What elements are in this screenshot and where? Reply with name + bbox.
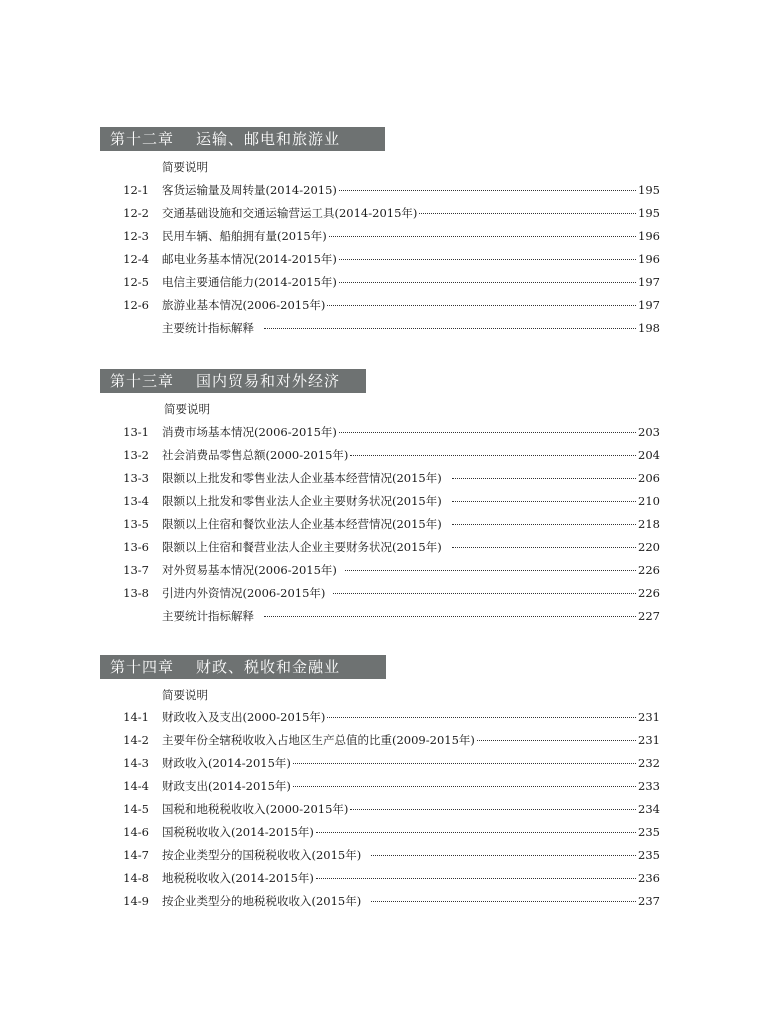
toc-entry[interactable] bbox=[0, 539, 760, 555]
toc-entry[interactable] bbox=[0, 709, 760, 725]
entry-page: 210 bbox=[638, 494, 660, 508]
entry-page: 227 bbox=[638, 609, 660, 623]
entry-title: 地税税收收入(2014-2015年) bbox=[162, 871, 314, 885]
entry-title: 国税税收收入(2014-2015年) bbox=[162, 825, 314, 839]
entry-page: 204 bbox=[638, 448, 660, 462]
toc-entry[interactable] bbox=[0, 562, 760, 578]
dot-leader bbox=[452, 547, 636, 548]
entry-page: 231 bbox=[638, 710, 660, 724]
entry-page: 198 bbox=[638, 321, 660, 335]
chapter-intro-link[interactable]: 简要说明 bbox=[162, 160, 208, 174]
toc-entry[interactable] bbox=[0, 470, 760, 486]
entry-code: 12-3 bbox=[123, 229, 149, 243]
dot-leader bbox=[371, 855, 636, 856]
entry-title: 按企业类型分的地税税收收入(2015年) bbox=[162, 894, 362, 908]
entry-page: 195 bbox=[638, 183, 660, 197]
entry-title: 社会消费品零售总额(2000-2015年) bbox=[162, 448, 349, 462]
dot-leader bbox=[371, 901, 636, 902]
entry-title: 财政支出(2014-2015年) bbox=[162, 779, 291, 793]
entry-code: 14-2 bbox=[123, 733, 149, 747]
entry-page: 206 bbox=[638, 471, 660, 485]
entry-code: 14-9 bbox=[123, 894, 149, 908]
toc-entry[interactable] bbox=[0, 205, 760, 221]
dot-leader bbox=[419, 213, 636, 214]
dot-leader bbox=[452, 501, 636, 502]
toc-entry[interactable] bbox=[0, 824, 760, 840]
entry-page: 237 bbox=[638, 894, 660, 908]
entry-code: 12-1 bbox=[123, 183, 149, 197]
toc-entry[interactable] bbox=[0, 893, 760, 909]
entry-code: 13-7 bbox=[123, 563, 149, 577]
dot-leader bbox=[329, 236, 636, 237]
toc-entry[interactable] bbox=[0, 297, 760, 313]
toc-entry[interactable] bbox=[0, 274, 760, 290]
toc-entry[interactable] bbox=[0, 251, 760, 267]
dot-leader bbox=[452, 478, 636, 479]
entry-page: 218 bbox=[638, 517, 660, 531]
chapter-title: 财政、税收和金融业 bbox=[196, 658, 341, 676]
entry-title: 交通基础设施和交通运输营运工具(2014-2015年) bbox=[162, 206, 418, 220]
entry-code: 13-4 bbox=[123, 494, 149, 508]
toc-entry[interactable] bbox=[0, 228, 760, 244]
dot-leader bbox=[327, 717, 636, 718]
entry-title: 限额以上批发和零售业法人企业主要财务状况(2015年) bbox=[162, 494, 442, 508]
entry-title: 限额以上住宿和餐饮业法人企业基本经营情况(2015年) bbox=[162, 517, 442, 531]
toc-entry[interactable] bbox=[0, 182, 760, 198]
toc-entry[interactable] bbox=[0, 755, 760, 771]
entry-page: 203 bbox=[638, 425, 660, 439]
entry-title: 客货运输量及周转量(2014-2015) bbox=[162, 183, 337, 197]
dot-leader bbox=[316, 878, 636, 879]
entry-page: 232 bbox=[638, 756, 660, 770]
entry-code: 12-2 bbox=[123, 206, 149, 220]
entry-code: 14-8 bbox=[123, 871, 149, 885]
toc-entry[interactable] bbox=[0, 732, 760, 748]
dot-leader bbox=[327, 305, 636, 306]
entry-page: 226 bbox=[638, 563, 660, 577]
dot-leader bbox=[452, 524, 636, 525]
entry-title: 消费市场基本情况(2006-2015年) bbox=[162, 425, 337, 439]
entry-page: 233 bbox=[638, 779, 660, 793]
entry-code: 13-5 bbox=[123, 517, 149, 531]
dot-leader bbox=[345, 570, 636, 571]
entry-title: 对外贸易基本情况(2006-2015年) bbox=[162, 563, 337, 577]
dot-leader bbox=[293, 763, 636, 764]
toc-entry[interactable] bbox=[0, 424, 760, 440]
entry-title: 主要统计指标解释 bbox=[162, 609, 254, 623]
entry-page: 197 bbox=[638, 298, 660, 312]
toc-entry[interactable] bbox=[0, 608, 760, 624]
chapter-heading bbox=[100, 369, 366, 393]
chapter-intro-link[interactable]: 简要说明 bbox=[162, 688, 208, 702]
entry-title: 国税和地税税收收入(2000-2015年) bbox=[162, 802, 349, 816]
entry-page: 195 bbox=[638, 206, 660, 220]
dot-leader bbox=[339, 259, 636, 260]
dot-leader bbox=[350, 809, 636, 810]
entry-code: 14-1 bbox=[123, 710, 149, 724]
entry-page: 231 bbox=[638, 733, 660, 747]
entry-title: 电信主要通信能力(2014-2015年) bbox=[162, 275, 337, 289]
entry-code: 13-1 bbox=[123, 425, 149, 439]
entry-page: 235 bbox=[638, 825, 660, 839]
toc-entry[interactable] bbox=[0, 493, 760, 509]
entry-code: 12-5 bbox=[123, 275, 149, 289]
entry-code: 14-3 bbox=[123, 756, 149, 770]
entry-code: 12-4 bbox=[123, 252, 149, 266]
entry-title: 引进内外资情况(2006-2015年) bbox=[162, 586, 326, 600]
chapter-number: 第十四章 bbox=[110, 658, 175, 676]
chapter-intro-link[interactable]: 简要说明 bbox=[164, 402, 210, 416]
entry-page: 220 bbox=[638, 540, 660, 554]
chapter-number: 第十三章 bbox=[110, 372, 175, 390]
entry-page: 234 bbox=[638, 802, 660, 816]
entry-title: 旅游业基本情况(2006-2015年) bbox=[162, 298, 326, 312]
entry-code: 13-3 bbox=[123, 471, 149, 485]
entry-title: 主要统计指标解释 bbox=[162, 321, 254, 335]
dot-leader bbox=[339, 432, 636, 433]
entry-title: 民用车辆、船舶拥有量(2015年) bbox=[162, 229, 327, 243]
dot-leader bbox=[477, 740, 636, 741]
entry-title: 限额以上住宿和餐营业法人企业主要财务状况(2015年) bbox=[162, 540, 442, 554]
chapter-heading bbox=[100, 655, 386, 679]
dot-leader bbox=[264, 616, 636, 617]
dot-leader bbox=[316, 832, 636, 833]
toc-entry[interactable] bbox=[0, 585, 760, 601]
entry-page: 226 bbox=[638, 586, 660, 600]
entry-title: 主要年份全辖税收收入占地区生产总值的比重(2009-2015年) bbox=[162, 733, 475, 747]
toc-entry[interactable] bbox=[0, 870, 760, 886]
entry-page: 197 bbox=[638, 275, 660, 289]
entry-code: 13-2 bbox=[123, 448, 149, 462]
entry-code: 14-6 bbox=[123, 825, 149, 839]
entry-code: 14-7 bbox=[123, 848, 149, 862]
chapter-title: 运输、邮电和旅游业 bbox=[196, 130, 341, 148]
chapter-number: 第十二章 bbox=[110, 130, 175, 148]
dot-leader bbox=[339, 190, 636, 191]
chapter-title: 国内贸易和对外经济 bbox=[196, 372, 341, 390]
entry-title: 按企业类型分的国税税收收入(2015年) bbox=[162, 848, 362, 862]
dot-leader bbox=[293, 786, 636, 787]
entry-title: 财政收入及支出(2000-2015年) bbox=[162, 710, 326, 724]
toc-entry[interactable] bbox=[0, 447, 760, 463]
dot-leader bbox=[339, 282, 636, 283]
chapter-heading bbox=[100, 127, 385, 151]
entry-code: 14-5 bbox=[123, 802, 149, 816]
entry-title: 财政收入(2014-2015年) bbox=[162, 756, 291, 770]
dot-leader bbox=[350, 455, 636, 456]
entry-code: 13-6 bbox=[123, 540, 149, 554]
dot-leader bbox=[333, 593, 636, 594]
entry-code: 12-6 bbox=[123, 298, 149, 312]
toc-entry[interactable] bbox=[0, 847, 760, 863]
dot-leader bbox=[264, 328, 636, 329]
entry-page: 196 bbox=[638, 229, 660, 243]
entry-code: 14-4 bbox=[123, 779, 149, 793]
entry-page: 236 bbox=[638, 871, 660, 885]
entry-code: 13-8 bbox=[123, 586, 149, 600]
entry-page: 196 bbox=[638, 252, 660, 266]
toc-entry[interactable] bbox=[0, 801, 760, 817]
toc-entry[interactable] bbox=[0, 320, 760, 336]
entry-title: 限额以上批发和零售业法人企业基本经营情况(2015年) bbox=[162, 471, 442, 485]
entry-title: 邮电业务基本情况(2014-2015年) bbox=[162, 252, 337, 266]
entry-page: 235 bbox=[638, 848, 660, 862]
toc-entry[interactable] bbox=[0, 516, 760, 532]
toc-entry[interactable] bbox=[0, 778, 760, 794]
